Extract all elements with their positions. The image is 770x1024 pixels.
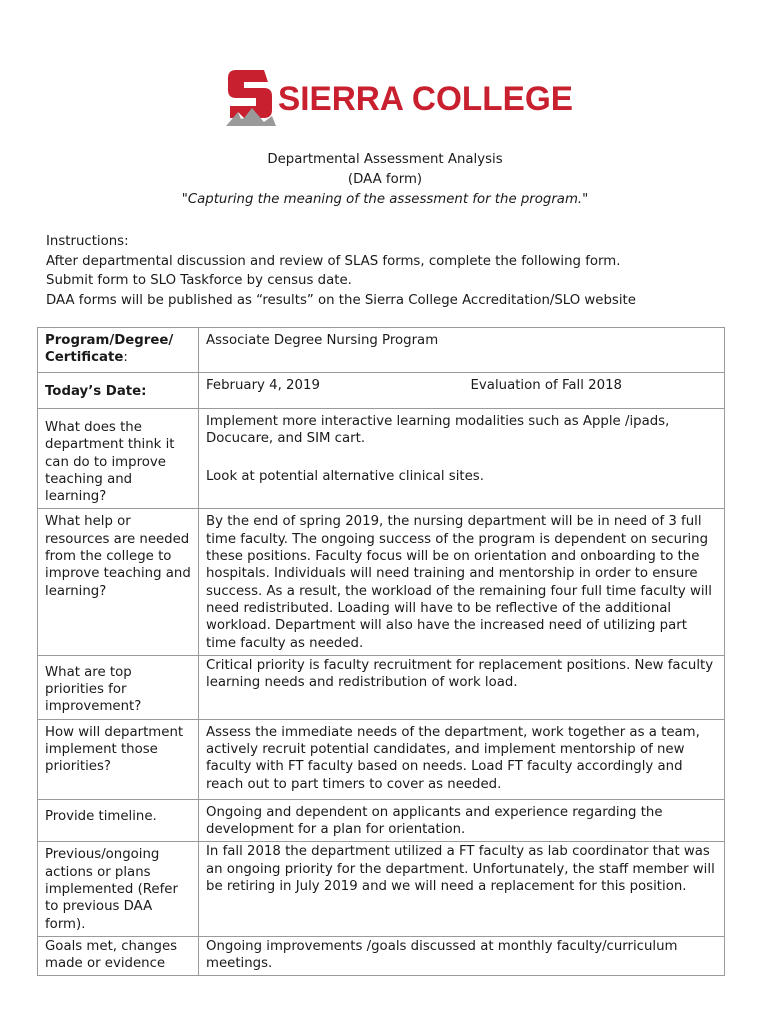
date-label: Today’s Date: — [38, 373, 199, 409]
logo-wordmark: SIERRA COLLEGE — [278, 80, 573, 118]
date-value: February 4, 2019 — [206, 378, 320, 393]
instructions — [46, 232, 746, 311]
daa-form-table — [37, 327, 725, 976]
table-row — [38, 799, 725, 842]
form-header — [0, 150, 770, 210]
improve-value: Implement more interactive learning modalities such as Apple /ipads, Docucare, and SIM cart. Look at potential alternative clinical sites. — [199, 409, 725, 509]
sierra-college-logo — [222, 66, 573, 134]
program-label: Program/Degree/ Certificate: — [38, 328, 199, 373]
program-value: Associate Degree Nursing Program — [199, 328, 725, 373]
priorities-value: Critical priority is faculty recruitment for replacement positions. New faculty learning needs and redistribution of work load. — [199, 655, 725, 719]
resources-value: By the end of spring 2019, the nursing department will be in need of 3 full time faculty. The ongoing success of the program is dependent on securing these positions. Faculty focus will be on orientation and onboarding to the hospitals. Individuals will need training and mentorship in order to ensure success. As a result, the workload of the remaining four full time faculty will need redistributed. Loading will have to be reflective of the additional workload. Department will also have the increased need of utilizing part time faculty as needed. — [199, 509, 725, 655]
goals-label: Goals met, changes made or evidence — [38, 936, 199, 976]
previous-value: In fall 2018 the department utilized a FT faculty as lab coordinator that was an ongoing priority for the department. Unfortunately, the staff member will be retiring in July 2019 and we will need a replacement for this position. — [199, 842, 725, 936]
table-row — [38, 655, 725, 719]
form-title: Departmental Assessment Analysis — [267, 152, 503, 167]
implement-value: Assess the immediate needs of the department, work together as a team, actively recruit potential candidates, and implement mentorship of new faculty with FT faculty based on needs. Load FT faculty accordingly and reach out to part timers to cover as needed. — [199, 719, 725, 799]
table-row — [38, 509, 725, 655]
goals-value: Ongoing improvements /goals discussed at monthly faculty/curriculum meetings. — [199, 936, 725, 976]
sierra-s-mark-icon — [222, 66, 278, 132]
form-tagline: "Capturing the meaning of the assessment for the program." — [181, 192, 589, 207]
implement-label: How will department implement those priorities? — [38, 719, 199, 799]
instructions-line-2: Submit form to SLO Taskforce by census date. — [46, 273, 352, 289]
instructions-line-1: After departmental discussion and review of SLAS forms, complete the following form. — [46, 253, 621, 269]
table-row — [38, 936, 725, 976]
evaluation-value: Evaluation of Fall 2018 — [470, 378, 622, 393]
resources-label: What help or resources are needed from the college to improve teaching and learning? — [38, 509, 199, 655]
previous-label: Previous/ongoing actions or plans implemented (Refer to previous DAA form). — [38, 842, 199, 936]
table-row — [38, 328, 725, 373]
improve-label: What does the department think it can do to improve teaching and learning? — [38, 409, 199, 509]
table-row — [38, 409, 725, 509]
instructions-heading: Instructions: — [46, 234, 129, 249]
table-row — [38, 842, 725, 936]
priorities-label: What are top priorities for improvement? — [38, 655, 199, 719]
instructions-line-3: DAA forms will be published as “results” on the Sierra College Accreditation/SLO website — [46, 293, 636, 309]
form-subtitle: (DAA form) — [347, 172, 423, 187]
date-cell — [199, 373, 725, 409]
timeline-label: Provide timeline. — [38, 799, 199, 842]
table-row — [38, 719, 725, 799]
table-row — [38, 373, 725, 409]
timeline-value: Ongoing and dependent on applicants and experience regarding the development for a plan for orientation. — [199, 799, 725, 842]
